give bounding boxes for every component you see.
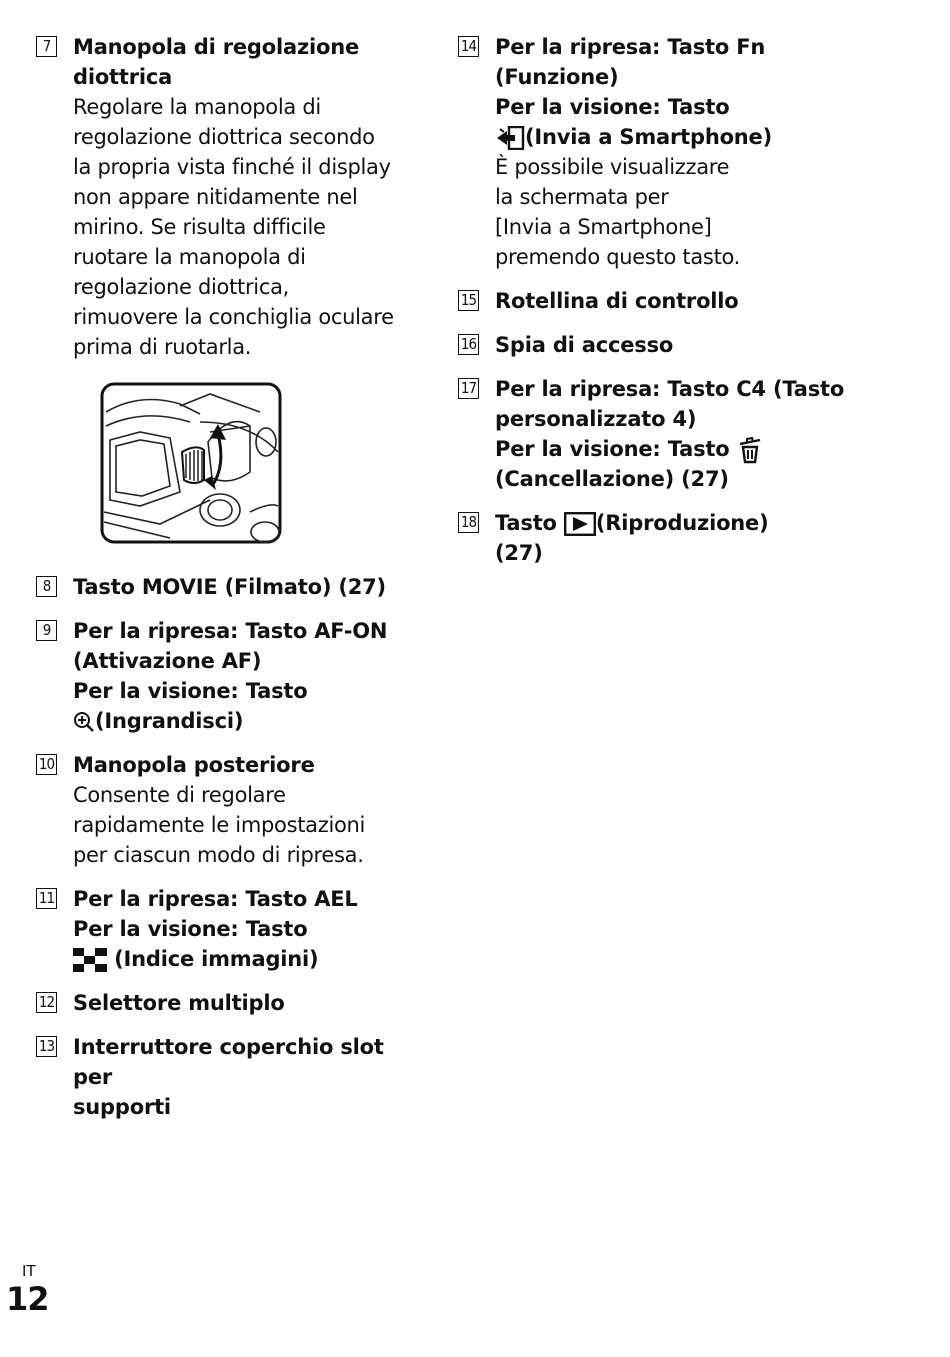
item-number: 11 (36, 888, 57, 909)
item-title (73, 884, 426, 974)
desc-line: regolazione diottrica secondo (73, 125, 375, 149)
desc-line: prima di ruotarla. (73, 335, 252, 359)
item-number: 15 (458, 290, 479, 311)
title-line (495, 434, 928, 464)
item-number: 8 (36, 576, 57, 597)
title-line: supporti (73, 1095, 171, 1119)
title-line (73, 706, 426, 736)
title-line: (Cancellazione) (27) (495, 467, 729, 491)
title-line: Per la ripresa: Tasto Fn (495, 35, 766, 59)
playback-label: (Riproduzione) (595, 511, 769, 535)
image-index-icon (73, 948, 107, 972)
send-to-smartphone-icon (495, 126, 525, 150)
index-label: (Indice immagini) (114, 947, 319, 971)
desc-line: mirino. Se risulta difficile (73, 215, 326, 239)
desc-line: non appare nitidamente nel (73, 185, 358, 209)
item-16 (458, 330, 928, 360)
item-title: Manopola posteriore (73, 753, 315, 777)
desc-line: rimuovere la conchiglia oculare (73, 305, 394, 329)
desc-line: premendo questo tasto. (495, 245, 741, 269)
item-number: 16 (458, 334, 479, 355)
item-18 (458, 508, 928, 568)
item-title: Selettore multiplo (73, 991, 285, 1015)
title-line: (Funzione) (495, 65, 619, 89)
title-line: Manopola di regolazione (73, 35, 359, 59)
title-line: (27) (495, 541, 543, 565)
item-description (73, 780, 426, 870)
send-label: (Invia a Smartphone) (525, 125, 772, 149)
title-line: Per la ripresa: Tasto AF-ON (73, 619, 388, 643)
desc-line: [Invia a Smartphone] (495, 215, 712, 239)
item-number: 13 (36, 1036, 57, 1057)
title-line: personalizzato 4) (495, 407, 697, 431)
desc-line: regolazione diottrica, (73, 275, 290, 299)
playback-icon (564, 512, 596, 536)
item-title (73, 1032, 426, 1122)
item-title (73, 32, 426, 92)
right-column (458, 32, 928, 582)
title-line: Per la ripresa: Tasto C4 (Tasto (495, 377, 845, 401)
title-line: diottrica (73, 65, 173, 89)
item-title (495, 374, 928, 494)
title-line (495, 508, 928, 538)
item-12 (36, 988, 426, 1018)
item-11 (36, 884, 426, 974)
left-column (36, 32, 426, 1136)
item-number: 14 (458, 36, 479, 57)
item-title: Spia di accesso (495, 333, 674, 357)
title-line: Per la visione: Tasto (73, 917, 308, 941)
item-number: 18 (458, 512, 479, 533)
item-14 (458, 32, 928, 272)
title-line: Per la visione: Tasto (495, 95, 730, 119)
desc-line: È possibile visualizzare (495, 155, 730, 179)
trash-icon (737, 436, 763, 464)
item-title (495, 508, 928, 568)
item-15 (458, 286, 928, 316)
title-line: Per la visione: Tasto (73, 679, 308, 703)
item-description (495, 152, 928, 272)
item-number: 7 (36, 36, 57, 57)
desc-line: la propria vista finché il display (73, 155, 391, 179)
item-17 (458, 374, 928, 494)
diopter-dial-illustration (100, 382, 282, 544)
item-number: 17 (458, 378, 479, 399)
title-line (73, 944, 426, 974)
desc-line: ruotare la manopola di (73, 245, 306, 269)
item-number: 12 (36, 992, 57, 1013)
title-line: Interruttore coperchio slot per (73, 1035, 384, 1089)
item-13 (36, 1032, 426, 1122)
item-title: Tasto MOVIE (Filmato) (27) (73, 575, 386, 599)
language-code: IT (22, 1262, 36, 1280)
button-label: Tasto (495, 511, 557, 535)
item-9 (36, 616, 426, 736)
item-title (495, 32, 928, 152)
item-7 (36, 32, 426, 362)
title-line: Per la ripresa: Tasto AEL (73, 887, 358, 911)
item-number: 9 (36, 620, 57, 641)
item-number: 10 (36, 754, 57, 775)
desc-line: Regolare la manopola di (73, 95, 321, 119)
item-10 (36, 750, 426, 870)
desc-line: rapidamente le impostazioni (73, 813, 366, 837)
desc-line: Consente di regolare (73, 783, 286, 807)
item-description (73, 92, 426, 362)
view-label: Per la visione: Tasto (495, 437, 730, 461)
page-number: 12 (6, 1280, 49, 1318)
title-line (495, 122, 928, 152)
desc-line: la schermata per (495, 185, 669, 209)
item-8 (36, 572, 426, 602)
desc-line: per ciascun modo di ripresa. (73, 843, 364, 867)
item-title (73, 616, 426, 736)
zoom-label: (Ingrandisci) (95, 709, 244, 733)
item-title: Rotellina di controllo (495, 289, 739, 313)
magnify-plus-icon (73, 711, 95, 733)
title-line: (Attivazione AF) (73, 649, 262, 673)
